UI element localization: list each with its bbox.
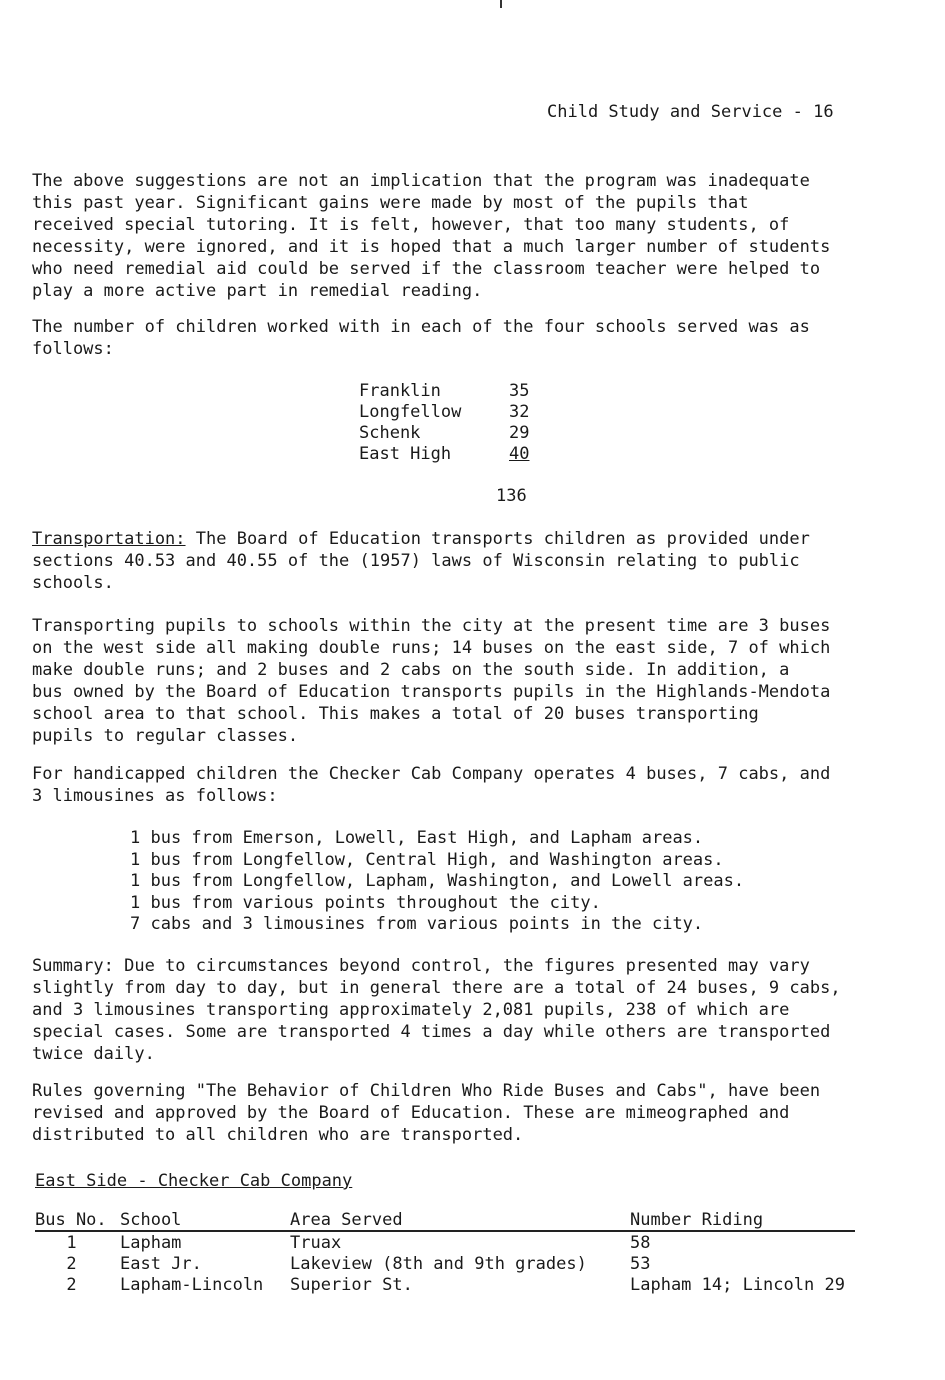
paragraph-transporting-pupils: Transporting pupils to schools within the city at the present time are 3 buses on the west side all making double runs; 14 buses on the east side, 7 of which make double runs; and 2 buses and 2 cabs on the south side. In addition, a bus owned by the Board of Education transports pupils in the Highlands-Mendota school area to that school. This makes a total of 20 buses transporting pupils to regular classes. <box>32 616 831 746</box>
list-item: 1 bus from various points throughout the city. <box>130 892 601 913</box>
school-row <box>359 422 539 443</box>
table-row <box>35 1232 855 1253</box>
school-name: Longfellow <box>359 402 462 422</box>
column-header: Area Served <box>290 1210 403 1230</box>
transportation-text: The Board of Education transports children as provided under sections 40.53 and 40.55 of the (1957) laws of Wisconsin relating to public schools. <box>32 529 810 593</box>
table-cell: Superior St. <box>290 1275 413 1295</box>
list-item: 1 bus from Longfellow, Lapham, Washington, and Lowell areas. <box>130 871 745 891</box>
table-cell: Lapham-Lincoln <box>120 1275 264 1295</box>
table-cell: Lapham 14; Lincoln 29 <box>630 1275 845 1295</box>
column-header: Bus No. <box>35 1210 107 1230</box>
table-cell: 58 <box>630 1233 651 1253</box>
school-name: East High <box>359 444 452 464</box>
table-cell: 2 <box>66 1254 77 1274</box>
column-header: Number Riding <box>630 1210 764 1230</box>
schools-list <box>359 380 539 464</box>
paragraph-transportation <box>32 528 892 594</box>
paragraph-summary <box>32 955 892 1065</box>
school-count: 40 <box>509 444 530 464</box>
table-heading: East Side - Checker Cab Company <box>35 1171 353 1191</box>
column-header: School <box>120 1210 182 1230</box>
list-item: 7 cabs and 3 limousines from various points in the city. <box>130 914 704 934</box>
list-item: 1 bus from Longfellow, Central High, and Washington areas. <box>130 849 724 870</box>
paragraph-handicapped: For handicapped children the Checker Cab Company operates 4 buses, 7 cabs, and 3 limousines as follows: <box>32 764 831 806</box>
paragraph-children-count: The number of children worked with in each of the four schools served was as follows: <box>32 317 810 359</box>
table-cell: 1 <box>66 1233 77 1253</box>
paragraph-suggestions: The above suggestions are not an implication that the program was inadequate this past year. Significant gains were made by most of the pupils that received special tutoring. It is felt, however, that too many students, of necessity, were ignored, and it is hoped that a much larger number of students who need remedial aid could be served if the classroom teacher were helped to play a more active part in remedial reading. <box>32 171 831 301</box>
summary-label: Summary: <box>32 956 114 976</box>
school-row <box>359 380 539 401</box>
table-header-row <box>35 1209 855 1232</box>
bus-routes-list <box>130 827 744 935</box>
table-cell: 2 <box>66 1275 77 1295</box>
school-count: 35 <box>509 381 530 401</box>
paragraph-rules: Rules governing "The Behavior of Children Who Ride Buses and Cabs", have been revised and approved by the Board of Education. These are mimeographed and distributed to all children who are transported. <box>32 1081 821 1145</box>
summary-text: Due to circumstances beyond control, the figures presented may vary slightly from day to day, but in general there are a total of 24 buses, 9 cabs, and 3 limousines transporting approximately 2,081 pupils, 238 of which are special cases. Some are transported 4 times a day while others are transported twice daily. <box>32 956 841 1064</box>
table-cell: Truax <box>290 1233 342 1253</box>
table-cell: East Jr. <box>120 1254 202 1274</box>
table-row <box>35 1274 855 1295</box>
bus-table <box>35 1209 855 1295</box>
table-cell: 53 <box>630 1254 651 1274</box>
schools-total: 136 <box>496 486 527 506</box>
school-name: Schenk <box>359 423 421 443</box>
top-tick-mark <box>500 0 502 8</box>
school-name: Franklin <box>359 381 441 401</box>
school-count: 32 <box>509 402 530 422</box>
list-item: 1 bus from Emerson, Lowell, East High, and Lapham areas. <box>130 828 704 848</box>
school-row <box>359 443 539 464</box>
table-row <box>35 1253 855 1274</box>
page-header: Child Study and Service - 16 <box>547 102 834 122</box>
school-count: 29 <box>509 423 530 443</box>
table-cell: Lapham <box>120 1233 182 1253</box>
table-cell: Lakeview (8th and 9th grades) <box>290 1254 587 1274</box>
school-row <box>359 401 539 422</box>
transportation-label: Transportation: <box>32 529 186 549</box>
